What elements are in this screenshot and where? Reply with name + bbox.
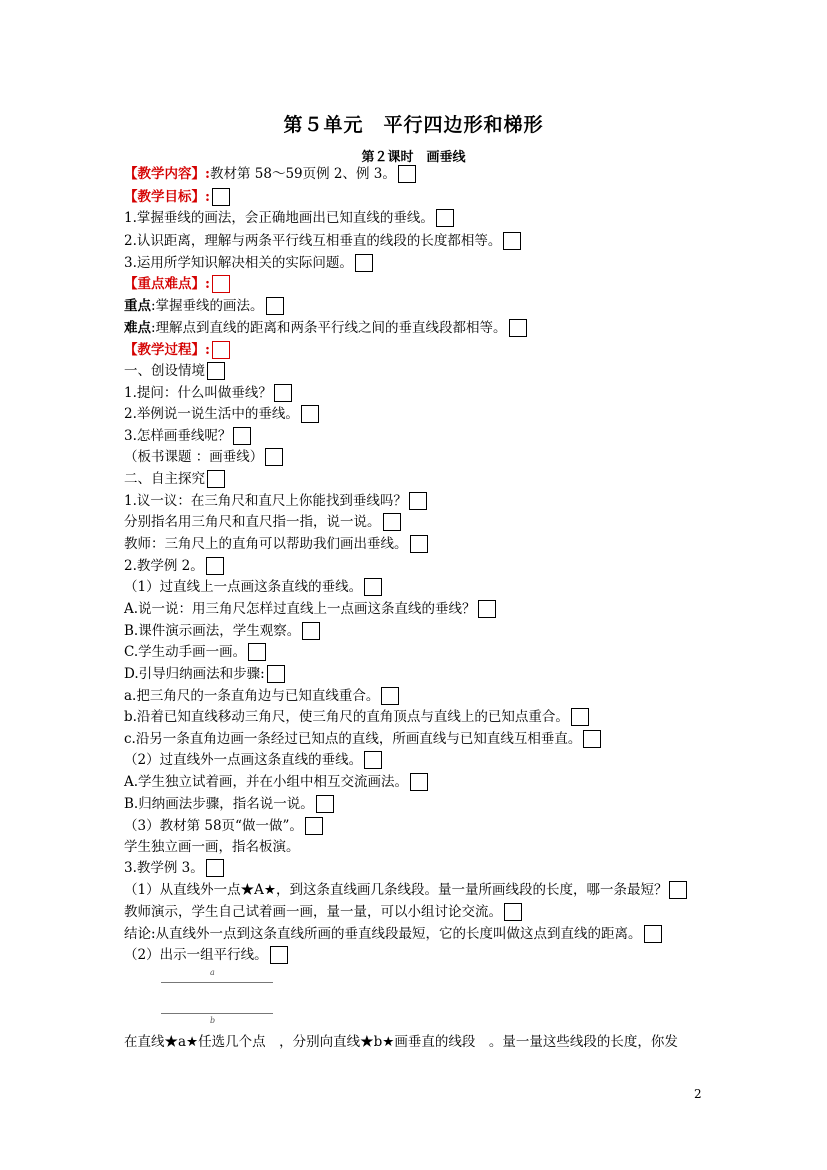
process-text: 2.教学例 2。 (124, 558, 204, 574)
checkbox[interactable] (410, 535, 428, 553)
checkbox[interactable] (212, 275, 230, 293)
process-line (124, 707, 589, 727)
checkbox[interactable] (381, 687, 399, 705)
process-text: 分别指名用三角尺和直尺指一指，说一说。 (124, 514, 381, 530)
process-line (124, 383, 292, 403)
key-heading-line (124, 274, 230, 294)
process-line (124, 794, 334, 814)
process-line (124, 621, 320, 641)
process-line (124, 361, 225, 381)
process-text: 学生独立画一画，指名板演。 (124, 839, 300, 855)
process-text: a.把三角尺的一条直角边与已知直线重合。 (124, 688, 380, 704)
process-line (124, 534, 428, 554)
content-heading: 【教学内容】: (124, 166, 210, 182)
difficulty-text: :理解点到直线的距离和两条平行线之间的垂直线段都相等。 (151, 320, 507, 336)
process-heading-line (124, 340, 230, 360)
process-text: B.归纳画法步骤，指名说一说。 (124, 796, 314, 812)
checkbox[interactable] (409, 492, 427, 510)
checkbox[interactable] (503, 232, 521, 250)
difficulty-label: 难点 (124, 320, 151, 336)
process-text: 3.怎样画垂线呢？ (124, 428, 232, 444)
process-text: 教师演示，学生自己试着画一画，量一量，可以小组讨论交流。 (124, 904, 502, 920)
key-heading: 【重点难点】: (124, 276, 210, 292)
process-text: （2）过直线外一点画这条直线的垂线。 (124, 752, 363, 768)
goal-text: 1.掌握垂线的画法，会正确地画出已知直线的垂线。 (124, 210, 434, 226)
checkbox[interactable] (206, 557, 224, 575)
page-number: 2 (694, 1087, 702, 1101)
difficulty-line (124, 318, 527, 338)
goal-item (124, 208, 454, 228)
checkbox[interactable] (207, 362, 225, 380)
goal-text: 3.运用所学知识解决相关的实际问题。 (124, 255, 353, 271)
checkbox[interactable] (355, 254, 373, 272)
checkbox[interactable] (212, 341, 230, 359)
process-line (124, 577, 382, 597)
process-line (124, 404, 319, 424)
process-text: D.引导归纳画法和步骤: (124, 666, 265, 682)
checkbox[interactable] (644, 925, 662, 943)
process-text: 结论:从直线外一点到这条直线所画的垂直线段最短，它的长度叫做这点到直线的距离。 (124, 926, 642, 942)
checkbox[interactable] (207, 470, 225, 488)
checkbox[interactable] (266, 297, 284, 315)
checkbox[interactable] (571, 708, 589, 726)
checkbox[interactable] (398, 165, 416, 183)
process-text: （1）从直线外一点★A★，到这条直线画几条线段。量一量所画线段的长度，哪一条最短？ (124, 882, 668, 898)
checkbox[interactable] (669, 881, 687, 899)
process-line (124, 858, 224, 878)
process-text: （3）教材第 58页“做一做”。 (124, 818, 303, 834)
process-line (124, 1032, 678, 1052)
process-text: A.学生独立试着画，并在小组中相互交流画法。 (124, 774, 409, 790)
process-line (124, 945, 288, 965)
checkbox[interactable] (509, 319, 527, 337)
goal-item (124, 253, 373, 273)
key-text: :掌握垂线的画法。 (151, 298, 264, 314)
checkbox[interactable] (302, 622, 320, 640)
checkbox[interactable] (270, 946, 288, 964)
process-line (124, 512, 401, 532)
checkbox[interactable] (265, 448, 283, 466)
process-line (124, 816, 323, 836)
line-b (161, 1013, 273, 1014)
process-line (124, 426, 251, 446)
line-a (161, 982, 273, 983)
page-title: 第５单元 平行四边形和梯形 (283, 114, 544, 136)
process-line (124, 664, 285, 684)
process-line (124, 772, 428, 792)
checkbox[interactable] (364, 751, 382, 769)
process-line (124, 837, 300, 857)
process-text: 1.提问：什么叫做垂线？ (124, 385, 272, 401)
goal-text: 2.认识距离，理解与两条平行线互相垂直的线段的长度都相等。 (124, 233, 502, 249)
checkbox[interactable] (478, 600, 496, 618)
key-label: 重点 (124, 298, 151, 314)
checkbox[interactable] (364, 578, 382, 596)
process-line (124, 686, 399, 706)
lesson-subtitle: 第２课时 画垂线 (361, 150, 466, 165)
content-line (124, 164, 416, 184)
process-line (124, 880, 687, 900)
process-line (124, 491, 427, 511)
checkbox[interactable] (383, 513, 401, 531)
process-line (124, 556, 224, 576)
checkbox[interactable] (316, 795, 334, 813)
content-text: 教材第 58～59页例 2、例 3。 (209, 166, 396, 182)
process-line (124, 924, 662, 944)
checkbox[interactable] (212, 188, 230, 206)
process-text: （板书课题 ：画垂线） (124, 449, 264, 465)
line-b-label: b (210, 1016, 216, 1025)
process-text: （2）出示一组平行线。 (124, 947, 268, 963)
checkbox[interactable] (233, 427, 251, 445)
checkbox[interactable] (410, 773, 428, 791)
goal-heading: 【教学目标】: (124, 189, 210, 205)
checkbox[interactable] (267, 665, 285, 683)
process-text: A.说一说：用三角尺怎样过直线上一点画这条直线的垂线？ (124, 601, 476, 617)
checkbox[interactable] (305, 817, 323, 835)
process-line (124, 599, 496, 619)
checkbox[interactable] (436, 209, 454, 227)
process-text: 3.教学例 3。 (124, 860, 204, 876)
checkbox[interactable] (206, 859, 224, 877)
process-line (124, 729, 601, 749)
process-text: 一、创设情境 (124, 363, 205, 379)
process-text: 2.举例说一说生活中的垂线。 (124, 406, 299, 422)
process-text: 1.议一议：在三角尺和直尺上你能找到垂线吗？ (124, 493, 407, 509)
key-point-line (124, 296, 284, 316)
checkbox[interactable] (504, 903, 522, 921)
checkbox[interactable] (274, 384, 292, 402)
process-text: 二、自主探究 (124, 471, 205, 487)
process-line (124, 902, 522, 922)
checkbox[interactable] (583, 730, 601, 748)
process-text: （1）过直线上一点画这条直线的垂线。 (124, 579, 363, 595)
checkbox[interactable] (301, 405, 319, 423)
goal-heading-line (124, 187, 230, 207)
process-text: B.课件演示画法，学生观察。 (124, 623, 301, 639)
process-text: C.学生动手画一画。 (124, 644, 247, 660)
process-heading: 【教学过程】: (124, 342, 210, 358)
process-line (124, 642, 266, 662)
line-a-label: a (210, 968, 215, 977)
process-text: 教师：三角尺上的直角可以帮助我们画出垂线。 (124, 536, 408, 552)
process-line (124, 447, 283, 467)
parallel-lines-figure (158, 968, 276, 1028)
checkbox[interactable] (248, 643, 266, 661)
process-line (124, 750, 382, 770)
process-text: 在直线★a★任选几个点 ，分别向直线★b★画垂直的线段 。量一量这些线段的长度，你发 (124, 1034, 678, 1050)
process-text: c.沿另一条直角边画一条经过已知点的直线，所画直线与已知直线互相垂直。 (124, 731, 582, 747)
goal-item (124, 231, 521, 251)
process-line (124, 469, 225, 489)
process-text: b.沿着已知直线移动三角尺，使三角尺的直角顶点与直线上的已知点重合。 (124, 709, 569, 725)
